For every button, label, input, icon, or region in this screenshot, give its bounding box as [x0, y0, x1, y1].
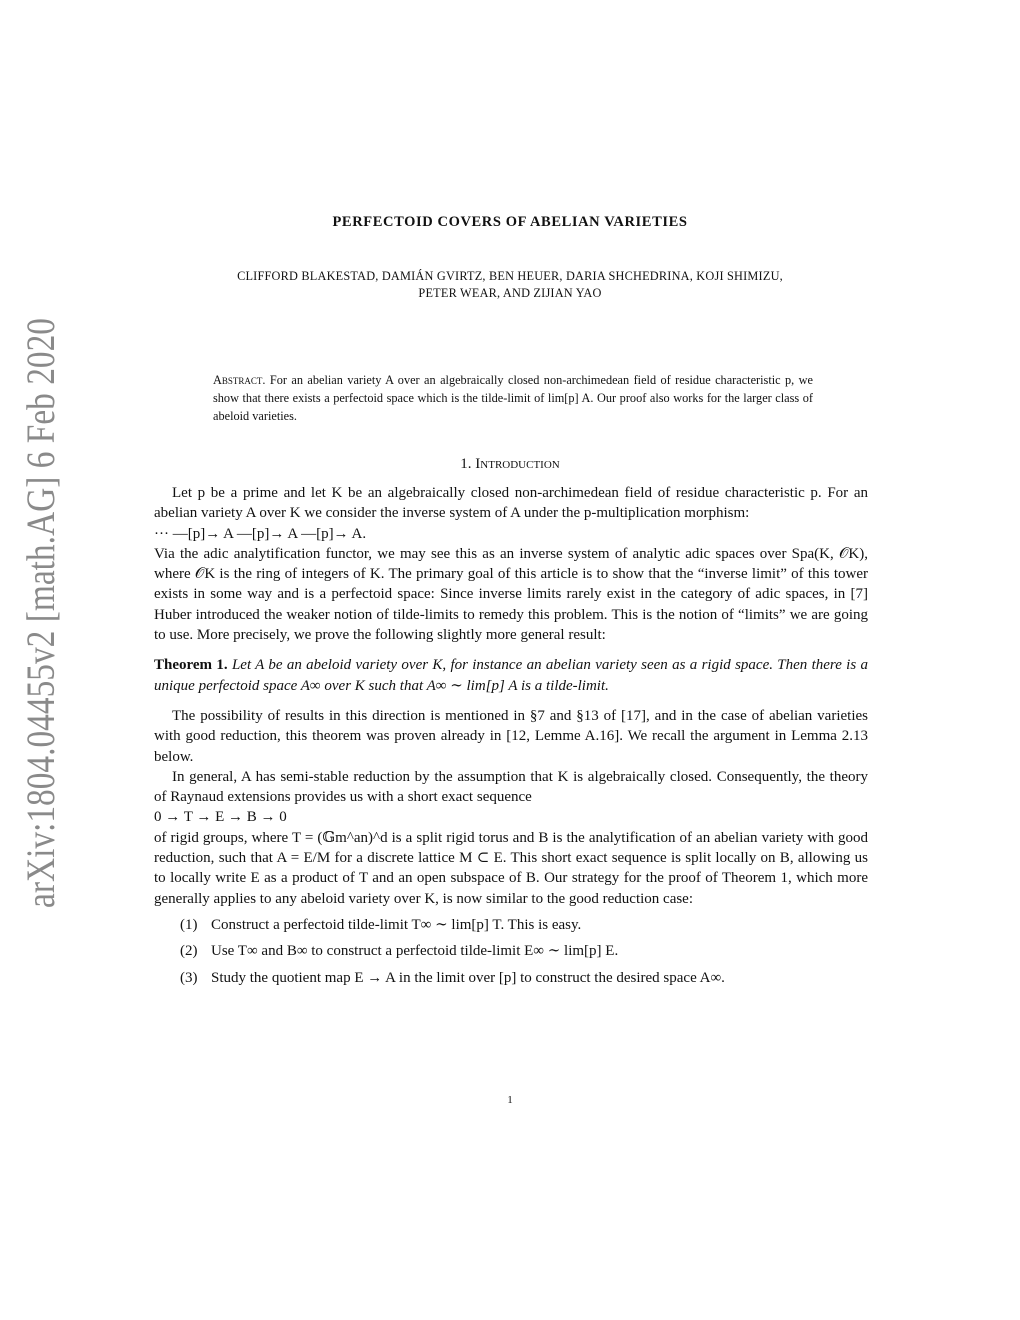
abstract-label: Abstract.	[213, 373, 266, 387]
theorem-statement: Let A be an abeloid variety over K, for instance an abelian variety seen as a rigid space. Then there is a unique perfectoid space A∞ over K such that A∞ ∼ lim[p] A is a tilde-limit.	[154, 657, 868, 694]
step-number: (2)	[180, 943, 198, 960]
paper-title: PERFECTOID COVERS OF ABELIAN VARIETIES	[332, 214, 688, 230]
paragraph-possibility: The possibility of results in this direction is mentioned in §7 and §13 of [17], and in the case of abelian varieties with good reduction, this theorem was proven already in [12, Lemme A.16]. We recall the argument in Lemma 2.13 below.	[154, 707, 868, 765]
author-line-2: PETER WEAR, AND ZIJIAN YAO	[418, 286, 602, 300]
section-title: Introduction	[475, 456, 560, 472]
step-text: Construct a perfectoid tilde-limit T∞ ∼ lim[p] T. This is easy.	[211, 916, 582, 933]
section-number: 1.	[460, 456, 472, 472]
step-text: Use T∞ and B∞ to construct a perfectoid tilde-limit E∞ ∼ lim[p] E.	[211, 943, 619, 960]
list-item	[154, 941, 868, 961]
step-text: Study the quotient map E → A in the limit over [p] to construct the desired space A∞.	[211, 969, 725, 986]
equation-exact-sequence: 0 → T → E → B → 0	[154, 809, 287, 826]
equation-inverse-system: ··· —[p]→ A —[p]→ A —[p]→ A.	[154, 525, 367, 542]
list-item	[154, 915, 868, 935]
paragraph-adic: Via the adic analytification functor, we may see this as an inverse system of analytic adic spaces over Spa(K, 𝒪K), where 𝒪K is the ring of integers of K. The primary goal of this article is to show that the “inverse limit” of this tower exists in some way and is a perfectoid space: Since inverse limits rarely exist in the category of adic spaces, in [7] Huber introduced the weaker notion of tilde-limits to remedy this problem. This is the notion of “limits” we are going to use. More precisely, we prove the following slightly more general result:	[154, 545, 868, 644]
page-number: 1	[507, 1094, 513, 1106]
arxiv-identifier-text: arXiv:1804.04455v2 [math.AG] 6 Feb 2020	[18, 310, 63, 908]
author-list	[0, 268, 1020, 302]
strategy-steps	[154, 915, 868, 988]
step-number: (1)	[180, 916, 198, 933]
abstract	[213, 371, 813, 425]
author-line-1: CLIFFORD BLAKESTAD, DAMIÁN GVIRTZ, BEN HEUER, DARIA SHCHEDRINA, KOJI SHIMIZU,	[237, 269, 783, 283]
paragraph-semistable: In general, A has semi-stable reduction by the assumption that K is algebraically closed. Consequently, the theory of Raynaud extensions provides us with a short exact sequence	[154, 768, 868, 806]
abstract-text: For an abelian variety A over an algebraically closed non-archimedean field of residue characteristic p, we show that there exists a perfectoid space which is the tilde-limit of lim[p] A. Our proof also works for the larger class of abeloid varieties.	[213, 373, 814, 423]
list-item	[154, 968, 868, 988]
theorem-label: Theorem 1.	[154, 657, 228, 674]
step-number: (3)	[180, 969, 198, 986]
theorem-1	[154, 655, 868, 696]
paragraph-intro: Let p be a prime and let K be an algebraically closed non-archimedean field of residue characteristic p. For an abelian variety A over K we consider the inverse system of A under the p-multiplication morphism:	[154, 485, 868, 522]
arxiv-identifier-stamp	[10, 310, 68, 910]
section-heading	[0, 456, 1020, 473]
paragraph-rigid-groups: of rigid groups, where T = (𝔾m^an)^d is a split rigid torus and B is the analytification of an abelian variety with good reduction, such that A = E/M for a discrete lattice M ⊂ E. This short exact sequence is split locally on B, allowing us to locally write E as a product of T and an open subspace of B. Our strategy for the proof of Theorem 1, which more generally applies to any abeloid variety over K, is now similar to the good reduction case:	[154, 829, 868, 907]
main-body	[154, 483, 868, 994]
